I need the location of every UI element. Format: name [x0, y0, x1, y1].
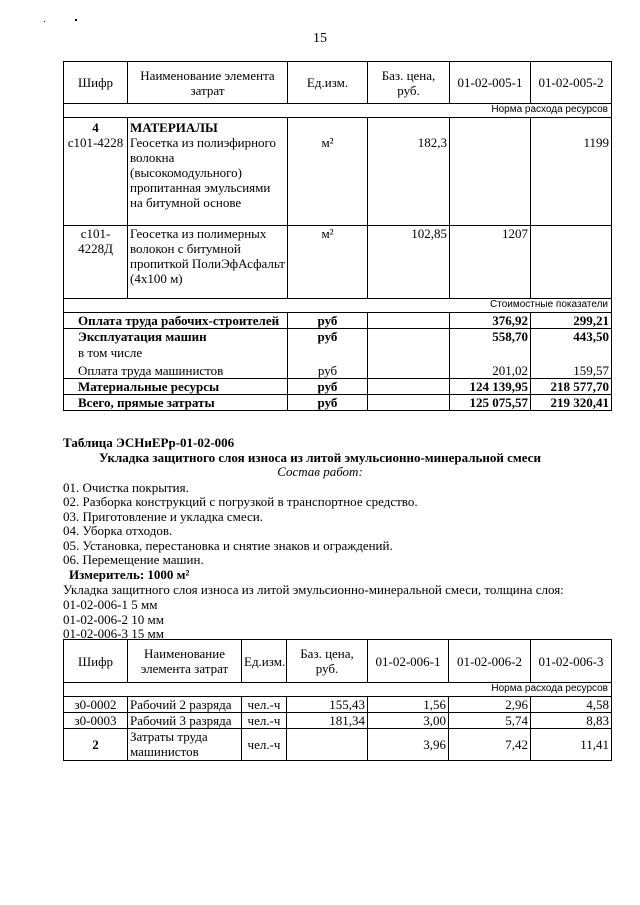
cost-name: Материальные ресурсы: [64, 379, 288, 395]
row-value-2: [531, 226, 612, 299]
cost-unit: руб: [288, 395, 368, 411]
cost-unit: руб: [288, 379, 368, 395]
variant-item: 01-02-006-1 5 мм: [63, 597, 158, 612]
work-item: 04. Уборка отходов.: [63, 523, 173, 538]
cost-value-1: 125 075,57: [450, 395, 531, 411]
row-name: Затраты труда машинистов: [128, 729, 242, 761]
cost-value-2: 159,57: [531, 361, 612, 379]
table-row: [128, 118, 288, 226]
row-value-2: 2,96: [449, 697, 531, 713]
row-name: Рабочий 3 разряда: [128, 713, 242, 729]
row-code: з0-0002: [64, 697, 128, 713]
cost-unit: руб: [288, 313, 368, 329]
row-name: Рабочий 2 разряда: [128, 697, 242, 713]
header-name: Наименование элемента затрат: [128, 640, 242, 683]
cost-name: Оплата труда машинистов: [64, 361, 288, 379]
variant-item: 01-02-006-3 15 мм: [63, 626, 164, 641]
meter-label: Измеритель: 1000 м²: [69, 567, 190, 582]
row-price: 181,34: [287, 713, 368, 729]
cost-name: Оплата труда рабочих-строителей: [64, 313, 288, 329]
norm-label: Норма расхода ресурсов: [64, 683, 612, 697]
row-value-2: 7,42: [449, 729, 531, 761]
row-value-2: 5,74: [449, 713, 531, 729]
resource-table-006: [63, 639, 612, 761]
header-code: Шифр: [64, 640, 128, 683]
header-code: Шифр: [64, 62, 128, 104]
composition-label: Состав работ:: [277, 464, 363, 479]
resource-table-005: [63, 61, 612, 411]
cost-value-1: 558,70: [450, 329, 531, 345]
header-col-3: 01-02-006-3: [531, 640, 612, 683]
cost-name: Эксплуатация машин: [64, 329, 288, 345]
row-value-1: 3,96: [368, 729, 449, 761]
work-item: 05. Установка, перестановка и снятие знаков и ограждений.: [63, 538, 393, 553]
row-price: 155,43: [287, 697, 368, 713]
row-name: Геосетка из полиэфирного волокна (высокомодульного) пропитанная эмульсиями на битумной основе: [130, 135, 277, 210]
cost-value-1: 124 139,95: [450, 379, 531, 395]
norm-label: Норма расхода ресурсов: [64, 104, 612, 118]
row-value-3: 11,41: [531, 729, 612, 761]
header-price: Баз. цена, руб.: [287, 640, 368, 683]
cost-value-2: 299,21: [531, 313, 612, 329]
row-value-1: 1,56: [368, 697, 449, 713]
header-unit: Ед.изм.: [242, 640, 287, 683]
header-col-2: 01-02-005-2: [531, 62, 612, 104]
row-value-3: 8,83: [531, 713, 612, 729]
row-unit: чел.-ч: [242, 713, 287, 729]
work-item: 02. Разборка конструкций с погрузкой в транспортное средство.: [63, 494, 418, 509]
row-unit: чел.-ч: [242, 729, 287, 761]
row-code: 2: [64, 729, 128, 761]
cost-unit: руб: [288, 361, 368, 379]
cost-label: Стоимостные показатели: [64, 299, 612, 313]
cost-value-2: 219 320,41: [531, 395, 612, 411]
description: Укладка защитного слоя износа из литой эмульсионно-минеральной смеси, толщина слоя:: [63, 582, 564, 597]
scan-speck: [44, 21, 45, 22]
row-value-1: 3,00: [368, 713, 449, 729]
variant-item: 01-02-006-2 10 мм: [63, 612, 164, 627]
row-unit: чел.-ч: [242, 697, 287, 713]
page-number: 15: [313, 31, 327, 46]
header-col-1: 01-02-005-1: [450, 62, 531, 104]
work-item: 06. Перемещение машин.: [63, 552, 204, 567]
header-col-1: 01-02-006-1: [368, 640, 449, 683]
cost-unit: руб: [288, 329, 368, 345]
row-value-1: [450, 118, 531, 226]
header-unit: Ед.изм.: [288, 62, 368, 104]
scan-speck: [75, 19, 77, 21]
cost-value-2: 443,50: [531, 329, 612, 345]
row-price: 182,3: [368, 118, 450, 226]
header-col-2: 01-02-006-2: [449, 640, 531, 683]
header-price: Баз. цена, руб.: [368, 62, 450, 104]
cost-value-1: 201,02: [450, 361, 531, 379]
table-id: Таблица ЭСНиЕРр-01-02-006: [63, 435, 235, 450]
row-code: с101-4228: [67, 135, 124, 150]
row-value-3: 4,58: [531, 697, 612, 713]
section-title: Укладка защитного слоя износа из литой эмульсионно-минеральной смеси: [99, 450, 541, 465]
row-name: Геосетка из полимерных волокон с битумной пропиткой ПолиЭфАсфальт (4x100 м): [128, 226, 288, 299]
row-unit: м²: [288, 226, 368, 299]
cost-name: Всего, прямые затраты: [64, 395, 288, 411]
work-item: 03. Приготовление и укладка смеси.: [63, 509, 263, 524]
row-code: с101-4228Д: [64, 226, 128, 299]
row-price: 102,85: [368, 226, 450, 299]
cost-value-1: 376,92: [450, 313, 531, 329]
cost-subnote: в том числе: [64, 345, 288, 361]
table-row: [64, 118, 128, 226]
cost-value-2: 218 577,70: [531, 379, 612, 395]
row-code: з0-0003: [64, 713, 128, 729]
work-item: 01. Очистка покрытия.: [63, 480, 189, 495]
row-price: [287, 729, 368, 761]
section-number: 4: [92, 120, 99, 135]
row-unit: м²: [288, 118, 368, 226]
row-value-2: 1199: [531, 118, 612, 226]
row-value-1: 1207: [450, 226, 531, 299]
header-name: Наименование элемента затрат: [128, 62, 288, 104]
section-title: МАТЕРИАЛЫ: [130, 120, 218, 135]
